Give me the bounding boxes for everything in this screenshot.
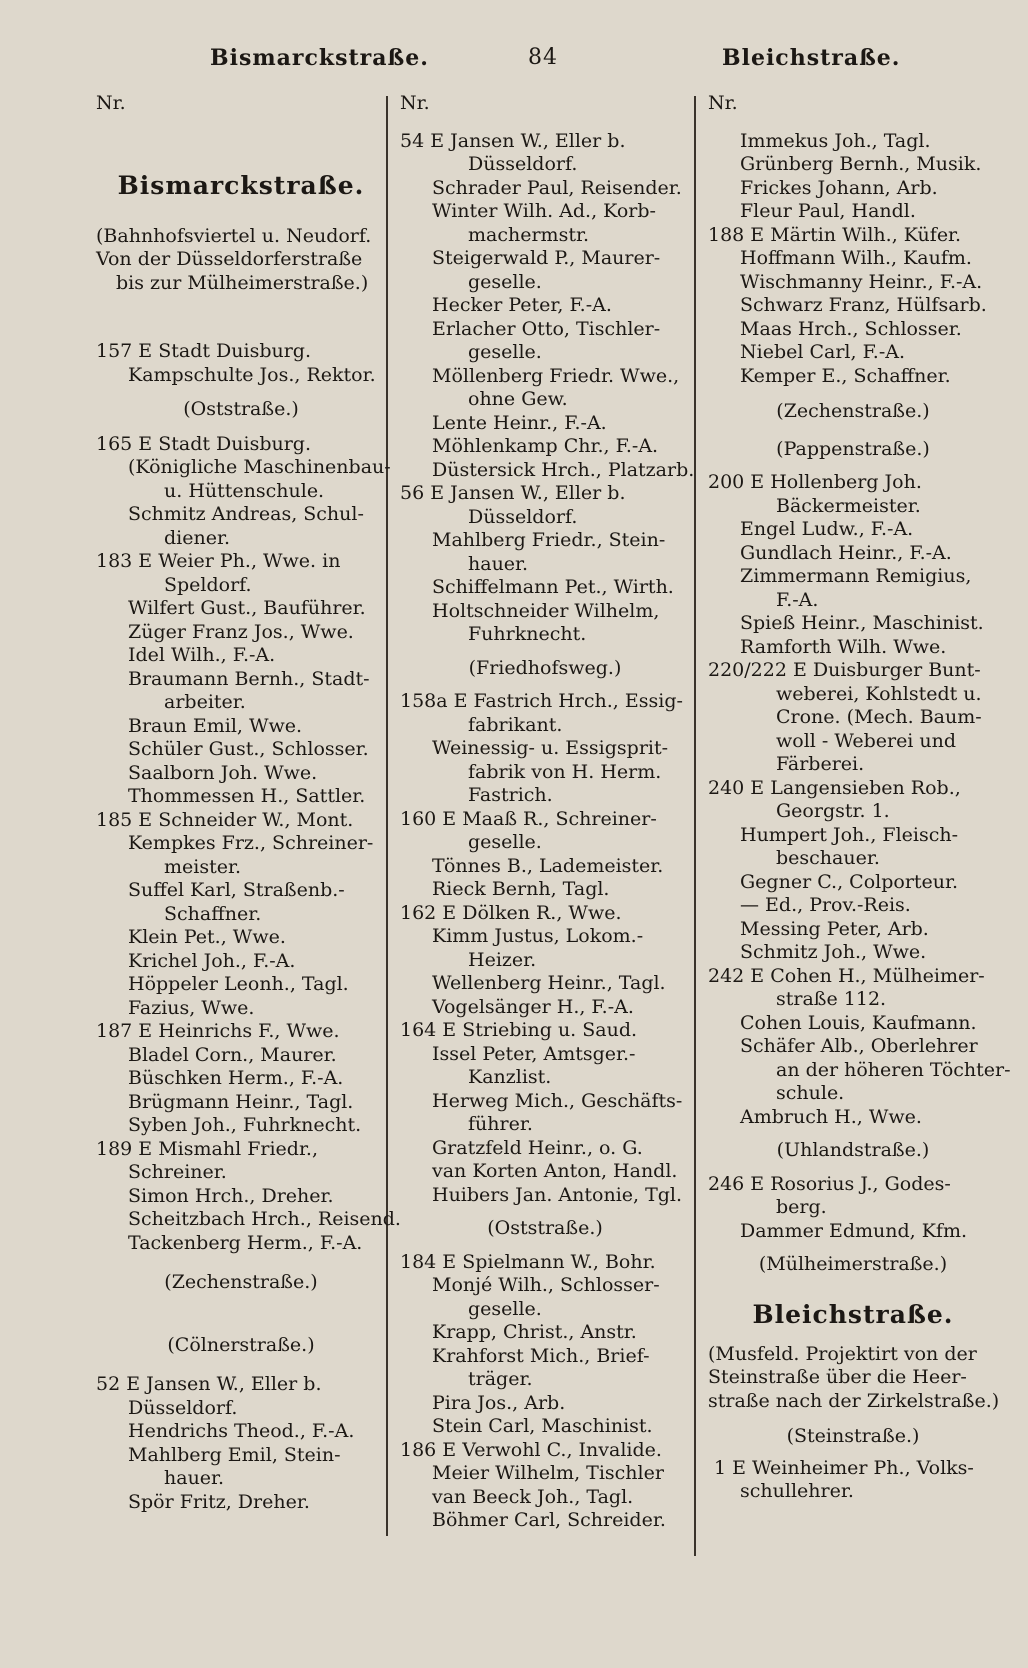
entry-line: geselle. — [468, 341, 542, 363]
entry-line: 189 E Mismahl Friedr., — [96, 1137, 319, 1160]
entry-line: Steigerwald P., Maurer- — [432, 247, 661, 269]
entry-line: 187 E Heinrichs F., Wwe. — [96, 1020, 340, 1042]
entry-line: Mahlberg Friedr., Stein- — [432, 529, 666, 551]
entry-line: Heizer. — [468, 948, 537, 971]
entry-line: Züger Franz Jos., Wwe. — [128, 620, 354, 643]
entry-line: 164 E Striebing u. Saud. — [400, 1019, 638, 1041]
entry-line: Färberei. — [776, 753, 865, 775]
entry-line: ohne Gew. — [468, 388, 568, 410]
entry-line: 240 E Langensieben Rob., — [708, 776, 961, 799]
entry-line: 188 E Märtin Wilh., Küfer. — [708, 223, 962, 246]
entry-line: Gratzfeld Heinr., o. G. — [432, 1136, 643, 1159]
cross-street: (Cölnerstraße.) — [167, 1333, 315, 1356]
entry-line: van Beeck Joh., Tagl. — [432, 1485, 634, 1508]
entry-line: Kemper E., Schaffner. — [740, 364, 951, 387]
entry-line: Issel Peter, Amtsger.- — [432, 1042, 636, 1065]
entry-line: Spieß Heinr., Maschinist. — [740, 612, 984, 634]
entry-line: Krahforst Mich., Brief- — [432, 1344, 650, 1367]
entry-line: Schaffner. — [164, 902, 262, 925]
entry-line: an der höheren Töchter- — [776, 1058, 1011, 1081]
entry-line: Schiffelmann Pet., Wirth. — [432, 576, 674, 598]
entry-line: Krapp, Christ., Anstr. — [432, 1321, 637, 1343]
entry-line: Möllenberg Friedr. Wwe., — [432, 364, 680, 387]
entry-line: Niebel Carl, F.-A. — [740, 341, 906, 363]
entry-line: — Ed., Prov.-Reis. — [740, 894, 911, 916]
entry-line: Fazius, Wwe. — [128, 996, 255, 1019]
entry-line: Thommessen H., Sattler. — [128, 785, 366, 807]
entry-line: 52 E Jansen W., Eller b. — [96, 1373, 322, 1395]
entry-line: 184 E Spielmann W., Bohr. — [400, 1250, 656, 1273]
entry-line: Engel Ludw., F.-A. — [740, 518, 914, 540]
entry-line: straße 112. — [776, 988, 887, 1010]
entry-line: schullehrer. — [740, 1480, 854, 1502]
column-header-nr: Nr. — [96, 92, 126, 114]
entry-line: 157 E Stadt Duisburg. — [96, 340, 312, 362]
entry-line: Hendrichs Theod., F.-A. — [128, 1420, 355, 1442]
column-divider — [386, 96, 388, 1536]
entry-line: fabrik von H. Herm. — [468, 760, 662, 783]
entry-line: Kempkes Frz., Schreiner- — [128, 832, 374, 854]
entry-line: Simon Hrch., Dreher. — [128, 1184, 334, 1207]
entry-line: Hecker Peter, F.-A. — [432, 294, 612, 316]
entry-line: machermstr. — [468, 223, 589, 246]
entry-line: Dammer Edmund, Kfm. — [740, 1219, 968, 1242]
entry-line: Kampschulte Jos., Rektor. — [128, 363, 376, 386]
entry-line: Gundlach Heinr., F.-A. — [740, 541, 952, 564]
entry-line: Wilfert Gust., Bauführer. — [128, 597, 366, 619]
street-description: (Musfeld. Projektirt von der — [708, 1342, 977, 1365]
entry-line: arbeiter. — [164, 691, 246, 713]
street-title: Bleichstraße. — [752, 1299, 954, 1329]
entry-line: Tönnes B., Lademeister. — [432, 854, 664, 877]
entry-line: Weinessig- u. Essigsprit- — [432, 737, 669, 759]
entry-line: Erlacher Otto, Tischler- — [432, 317, 661, 340]
entry-line: 242 E Cohen H., Mülheimer- — [708, 964, 985, 987]
entry-line: 246 E Rosorius J., Godes- — [708, 1172, 951, 1195]
column-header-nr: Nr. — [708, 92, 738, 114]
street-description: straße nach der Zirkelstraße.) — [708, 1389, 1000, 1412]
column-1 — [96, 92, 401, 1514]
entry-line: Kanzlist. — [468, 1066, 552, 1088]
entry-line: Schrader Paul, Reisender. — [432, 176, 682, 199]
entry-line: Mahlberg Emil, Stein- — [128, 1443, 341, 1466]
entry-line: Speldorf. — [164, 573, 252, 596]
running-header-left: Bismarckstraße. — [210, 45, 429, 71]
column-3 — [708, 92, 1011, 1504]
entry-line: Krichel Joh., F.-A. — [128, 949, 296, 972]
entry-line: Ambruch H., Wwe. — [740, 1105, 922, 1128]
entry-line: Düsseldorf. — [128, 1396, 238, 1419]
entry-line: Holtschneider Wilhelm, — [432, 599, 660, 622]
entry-line: Büschken Herm., F.-A. — [128, 1067, 344, 1089]
entry-line: Schäfer Alb., Oberlehrer — [740, 1035, 978, 1057]
entry-line: Fastrich. — [468, 784, 553, 806]
entry-line: geselle. — [468, 1297, 542, 1320]
entry-line: Crone. (Mech. Baum- — [776, 706, 982, 728]
entry-line: berg. — [776, 1196, 827, 1218]
entry-line: Bladel Corn., Maurer. — [128, 1043, 337, 1066]
entry-line: Hoffmann Wilh., Kaufm. — [740, 247, 972, 269]
entry-line: Schwarz Franz, Hülfsarb. — [740, 294, 987, 316]
entry-line: beschauer. — [776, 847, 880, 869]
entry-line: Suffel Karl, Straßenb.- — [128, 879, 345, 901]
entry-line: Scheitzbach Hrch., Reisend. — [128, 1208, 401, 1230]
entry-line: Georgstr. 1. — [776, 800, 890, 822]
entry-line: Stein Carl, Maschinist. — [432, 1415, 653, 1437]
entry-line: Tackenberg Herm., F.-A. — [128, 1231, 363, 1254]
street-title: Bismarckstraße. — [117, 170, 365, 200]
column-header-nr: Nr. — [400, 92, 430, 114]
entry-line: 165 E Stadt Duisburg. — [96, 432, 312, 455]
entry-line: 160 E Maaß R., Schreiner- — [400, 807, 657, 830]
street-description: (Bahnhofsviertel u. Neudorf. — [96, 224, 372, 247]
entry-line: 186 E Verwohl C., Invalide. — [400, 1438, 662, 1461]
street-description: bis zur Mülheimerstraße.) — [116, 271, 369, 294]
entry-line: Schüler Gust., Schlosser. — [128, 738, 369, 760]
entry-line: 200 E Hollenberg Joh. — [708, 471, 922, 493]
entry-line: Schmitz Joh., Wwe. — [740, 941, 927, 963]
entry-line: Humpert Joh., Fleisch- — [740, 823, 959, 846]
entry-line: woll - Weberei und — [776, 729, 957, 752]
entry-line: Pira Jos., Arb. — [432, 1391, 566, 1414]
entry-line: Monjé Wilh., Schlosser- — [432, 1274, 660, 1296]
running-header-right: Bleichstraße. — [722, 45, 901, 71]
entry-line: Möhlenkamp Chr., F.-A. — [432, 435, 659, 457]
entry-line: meister. — [164, 855, 242, 878]
entry-line: hauer. — [468, 552, 529, 575]
entry-line: träger. — [468, 1368, 533, 1390]
entry-line: Idel Wilh., F.-A. — [128, 644, 276, 666]
entry-line: Cohen Louis, Kaufmann. — [740, 1011, 977, 1034]
entry-line: schule. — [776, 1082, 845, 1104]
entry-line: Lente Heinr., F.-A. — [432, 411, 607, 434]
entry-line: 220/222 E Duisburger Bunt- — [708, 659, 981, 681]
cross-street: (Zechenstraße.) — [776, 400, 930, 422]
column-2 — [400, 92, 695, 1533]
entry-line: Schreiner. — [128, 1161, 227, 1183]
entry-line: 185 E Schneider W., Mont. — [96, 808, 354, 831]
entry-line: Wellenberg Heinr., Tagl. — [432, 972, 666, 994]
entry-line: Gegner C., Colporteur. — [740, 870, 959, 893]
entry-line: Huibers Jan. Antonie, Tgl. — [432, 1183, 683, 1206]
entry-line: Wischmanny Heinr., F.-A. — [740, 270, 983, 293]
entry-line: fabrikant. — [468, 713, 563, 736]
entry-line: 158a E Fastrich Hrch., Essig- — [400, 690, 683, 712]
entry-line: weberei, Kohlstedt u. — [776, 682, 982, 705]
entry-line: führer. — [468, 1113, 533, 1135]
entry-line: Messing Peter, Arb. — [740, 917, 929, 940]
entry-line: Meier Wilhelm, Tischler — [432, 1462, 664, 1484]
cross-street: (Uhlandstraße.) — [776, 1139, 930, 1161]
entry-line: Immekus Joh., Tagl. — [740, 129, 931, 152]
entry-line: (Königliche Maschinenbau- — [128, 456, 391, 478]
cross-street: (Zechenstraße.) — [164, 1271, 318, 1293]
entry-line: hauer. — [164, 1467, 225, 1489]
entry-line: Maas Hrch., Schlosser. — [740, 317, 962, 340]
cross-street: (Oststraße.) — [183, 398, 299, 420]
entry-line: F.-A. — [776, 588, 819, 611]
entry-line: Spör Fritz, Dreher. — [128, 1490, 310, 1513]
cross-street: (Steinstraße.) — [786, 1425, 920, 1447]
entry-line: Höppeler Leonh., Tagl. — [128, 973, 349, 995]
entry-line: Brügmann Heinr., Tagl. — [128, 1090, 354, 1113]
entry-line: diener. — [164, 526, 230, 549]
entry-line: Braumann Bernh., Stadt- — [128, 667, 370, 690]
entry-line: Schmitz Andreas, Schul- — [128, 503, 364, 525]
entry-line: Zimmermann Remigius, — [740, 565, 972, 587]
entry-line: Kimm Justus, Lokom.- — [432, 925, 644, 947]
entry-line: 183 E Weier Ph., Wwe. in — [96, 550, 341, 572]
cross-street: (Friedhofsweg.) — [468, 656, 622, 679]
entry-line: Frickes Johann, Arb. — [740, 176, 938, 199]
entry-line: Syben Joh., Fuhrknecht. — [128, 1114, 362, 1136]
entry-line: 1 E Weinheimer Ph., Volks- — [714, 1456, 974, 1479]
entry-line: Düsseldorf. — [468, 153, 578, 175]
entry-line: Herweg Mich., Geschäfts- — [432, 1089, 683, 1112]
entry-line: Böhmer Carl, Schreider. — [432, 1509, 666, 1531]
entry-line: Saalborn Joh. Wwe. — [128, 761, 318, 784]
entry-line: Grünberg Bernh., Musik. — [740, 153, 982, 175]
cross-street: (Mülheimerstraße.) — [758, 1253, 948, 1275]
entry-line: Ramforth Wilh. Wwe. — [740, 635, 947, 658]
page-number: 84 — [528, 45, 558, 70]
entry-line: Fleur Paul, Handl. — [740, 200, 916, 222]
entry-line: Rieck Bernh, Tagl. — [432, 878, 610, 900]
entry-line: Bäckermeister. — [776, 494, 921, 517]
cross-street: (Pappenstraße.) — [776, 437, 930, 460]
entry-line: u. Hüttenschule. — [164, 479, 325, 502]
entry-line: Fuhrknecht. — [468, 623, 587, 645]
cross-street: (Oststraße.) — [487, 1217, 603, 1239]
entry-line: Düstersick Hrch., Platzarb. — [432, 458, 695, 481]
entry-line: Klein Pet., Wwe. — [128, 926, 286, 948]
street-description: Von der Düsseldorferstraße — [96, 248, 363, 270]
column-divider — [694, 96, 696, 1556]
entry-line: Vogelsänger H., F.-A. — [432, 995, 634, 1018]
entry-line: geselle. — [468, 270, 542, 293]
entry-line: Winter Wilh. Ad., Korb- — [432, 200, 656, 222]
entry-line: van Korten Anton, Handl. — [432, 1160, 678, 1182]
entry-line: 56 E Jansen W., Eller b. — [400, 482, 626, 504]
street-description: Steinstraße über die Heer- — [708, 1366, 967, 1388]
entry-line: geselle. — [468, 831, 542, 853]
entry-line: Düsseldorf. — [468, 505, 578, 528]
entry-line: Braun Emil, Wwe. — [128, 714, 303, 737]
entry-line: 54 E Jansen W., Eller b. — [400, 129, 626, 152]
entry-line: 162 E Dölken R., Wwe. — [400, 901, 622, 924]
